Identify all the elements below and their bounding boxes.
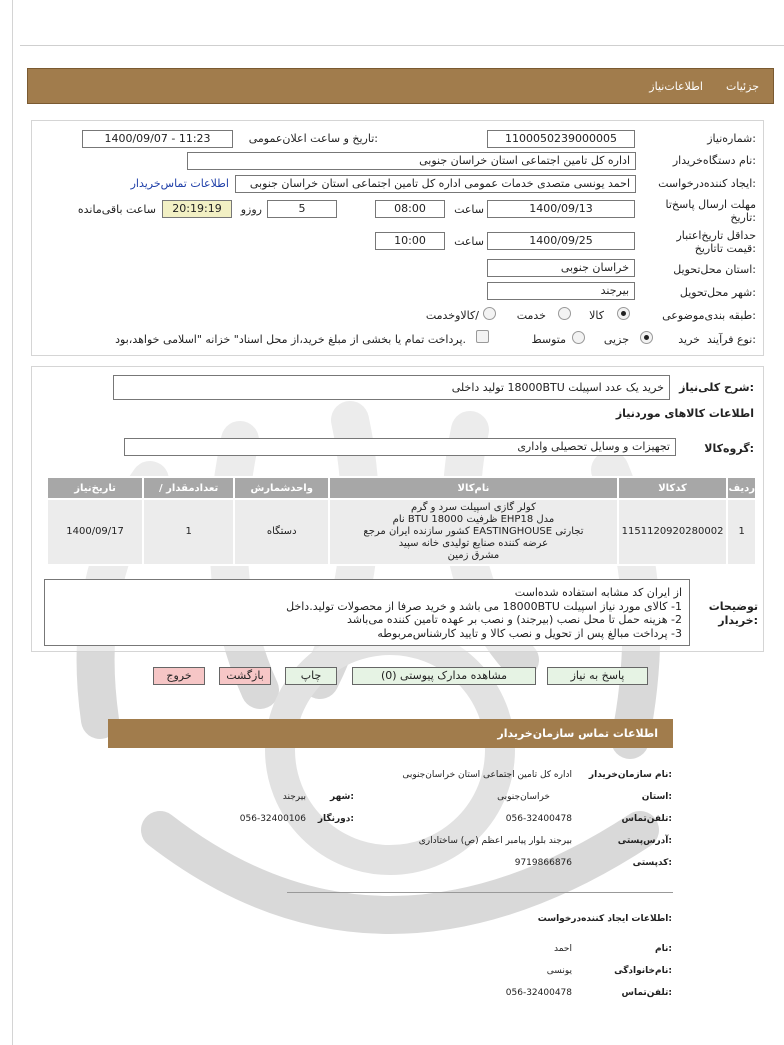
col-name: نام‌کالا <box>329 477 617 499</box>
goods-group-field: تجهیزات و وسایل تحصیلی واداری <box>124 438 676 456</box>
buyer-field: اداره کل تامین اجتماعی استان خراسان جنوبی <box>187 152 636 170</box>
creator-first-value: احمد <box>554 944 572 954</box>
cell-code: 1151120920280002 <box>618 499 728 565</box>
back-button[interactable]: بازگشت <box>219 667 271 685</box>
org-city-label: شهر: <box>330 792 354 802</box>
creator-phone-label: تلفن‌تماس: <box>621 988 672 998</box>
cell-date: 1400/09/17 <box>47 499 143 565</box>
section-divider <box>287 892 673 893</box>
treasury-payment-checkbox[interactable] <box>476 330 489 343</box>
cell-unit: دستگاه <box>234 499 329 565</box>
need-number-label: شماره‌نیاز: <box>707 132 756 145</box>
process-option-purchase: خرید <box>678 333 700 346</box>
creator-last-label: نام‌خانوادگی: <box>614 966 672 976</box>
view-documents-button[interactable]: مشاهده مدارک پیوستی (0) <box>352 667 536 685</box>
buyer-contact-link[interactable]: اطلاعات تماس‌خریدار <box>130 177 229 190</box>
table-header-row <box>47 477 756 499</box>
org-phone-value: 056-32400478 <box>505 814 572 824</box>
reply-deadline-label: مهلت ارسال پاسخ‌تا تاریخ: <box>665 198 756 224</box>
announce-field: 1400/09/07 - 11:23 <box>82 130 233 148</box>
cell-name-line: کولر گازی اسپیلت سرد و گرم <box>411 502 536 513</box>
org-postal-label: کد‌پستی: <box>632 858 672 868</box>
org-name-label: نام سازمان‌خریدار: <box>588 770 672 780</box>
category-option-goods: کالا <box>589 309 604 322</box>
notes-label: توضیحات خریدار: <box>708 600 758 627</box>
cell-name-line: عرضه کننده صنایع تولیدی خانه سپید <box>398 538 549 549</box>
notes-box <box>44 579 690 646</box>
cell-row: 1 <box>727 499 756 565</box>
print-button[interactable]: چاپ <box>285 667 337 685</box>
process-label: نوع فرآیند: <box>706 333 756 346</box>
process-option-medium: متوسط <box>531 333 566 346</box>
reply-hour-label: ساعت <box>454 203 484 216</box>
org-postal-value: 9719866876 <box>514 858 572 868</box>
creator-last-value: یونسی <box>546 966 572 976</box>
category-option-both: کالاوخدمت/ <box>425 309 479 322</box>
remaining-time-field: 20:19:19 <box>162 200 232 218</box>
org-name-value: اداره کل تامین اجتماعی استان خراسان‌جنوبی <box>402 770 572 780</box>
city-label: شهر محل‌تحویل: <box>679 286 756 299</box>
city-field: بیرجند <box>487 282 635 300</box>
cell-qty: 1 <box>143 499 234 565</box>
table-row <box>47 499 756 565</box>
org-contact-header <box>108 719 673 748</box>
category-option-service: خدمت <box>516 309 546 322</box>
org-province-label: استان: <box>641 792 672 802</box>
validity-label: حداقل تاریخ‌اعتبار قیمت تا‌تاریخ: <box>676 229 756 255</box>
creator-phone-value: 056-32400478 <box>505 988 572 998</box>
summary-field: خرید یک عدد اسپیلت 18000BTU تولید داخلی <box>113 375 670 400</box>
col-date: تاریخ‌نیاز <box>47 477 143 499</box>
tab-need-info[interactable]: اطلاعات‌نیاز <box>649 80 703 93</box>
need-number-field: 1100050239000005 <box>487 130 635 148</box>
buyer-label: نام دستگاه‌خریدار: <box>672 154 756 167</box>
day-label: روز‌و <box>240 203 262 216</box>
org-fax-label: دورنگار: <box>317 814 354 824</box>
cell-name-line: مشرق زمین <box>447 550 500 561</box>
org-city-value: بیرجند <box>282 792 306 802</box>
page-top-divider <box>20 45 784 46</box>
process-radio-minor[interactable] <box>640 331 653 344</box>
col-code: کدکالا <box>618 477 728 499</box>
remaining-label: ساعت باقی‌مانده <box>77 203 156 216</box>
col-row: ردیف <box>727 477 756 499</box>
exit-button[interactable]: خروج <box>153 667 205 685</box>
col-unit: واحدشمارش <box>234 477 329 499</box>
announce-label: تاریخ و ساعت اعلان‌عمومی: <box>248 132 378 145</box>
note-line: 2- هزینه حمل تا محل نصب (بیرجند) و نصب بر عهده تامین کننده می‌باشد <box>346 613 682 626</box>
summary-label: شرح کلی‌نیاز: <box>679 381 754 394</box>
org-phone-label: تلفن‌تماس: <box>621 814 672 824</box>
note-line: از ایران کد مشابه استفاده شده‌است <box>514 586 682 599</box>
org-contact-title: اطلاعات تماس سازمان‌خریدار <box>497 727 658 740</box>
category-radio-service[interactable] <box>558 307 571 320</box>
province-label: استان محل‌تحویل: <box>673 263 756 276</box>
cell-name-line: مدل EHP18 ظرفیت 18000 BTU نام <box>392 514 555 525</box>
org-address-label: آدرس‌پستی: <box>617 836 672 846</box>
tab-details[interactable]: جزئیات <box>726 80 759 93</box>
goods-info-title: اطلاعات کالاهای موردنیاز <box>615 407 754 420</box>
reply-button[interactable]: پاسخ به نیاز <box>547 667 648 685</box>
org-address-value: بیرجند بلوار پیامبر اعظم (ص) ساختاداری <box>418 836 572 846</box>
category-radio-both[interactable] <box>483 307 496 320</box>
category-label: طبقه بندی‌موضوعی: <box>662 309 756 322</box>
creator-first-label: نام: <box>655 944 672 954</box>
note-line: 1- کالای مورد نیاز اسپیلت 18000BTU می باشد و خرید صرفا از محصولات تولید.داخل <box>286 599 682 613</box>
creator-info-title: اطلاعات ایجاد کننده‌درخواست: <box>537 914 672 924</box>
cell-name <box>329 499 617 565</box>
goods-group-label: گروه‌کالا: <box>704 442 754 455</box>
days-field: 5 <box>267 200 337 218</box>
org-province-value: خراسان‌جنوبی <box>497 792 550 802</box>
note-line: 3- پرداخت مبالغ پس از تحویل و نصب کالا و تایید کارشناس‌مربوطه <box>377 626 682 640</box>
creator-label: ایجاد کننده‌درخواست: <box>658 177 756 190</box>
category-radio-goods[interactable] <box>617 307 630 320</box>
cell-name-line: تجارتی EASTINGHOUSE کشور سازنده ایران مرجع <box>363 526 584 537</box>
process-option-minor: جزیی <box>603 333 629 346</box>
col-qty: تعداد‌مقدار / <box>143 477 234 499</box>
validity-date-field: 1400/09/25 <box>487 232 635 250</box>
reply-date-field: 1400/09/13 <box>487 200 635 218</box>
validity-hour-label: ساعت <box>454 235 484 248</box>
page-left-border <box>12 0 13 1045</box>
org-fax-value: 056-32400106 <box>239 814 306 824</box>
goods-table <box>46 476 757 566</box>
treasury-payment-note: پرداخت تمام یا بخشی از مبلغ خرید،از محل اسناد" خزانه "اسلامی خواهد،بود. <box>115 333 466 346</box>
tab-bar <box>27 68 774 104</box>
reply-time-field: 08:00 <box>375 200 445 218</box>
process-radio-medium[interactable] <box>572 331 585 344</box>
province-field: خراسان جنوبی <box>487 259 635 277</box>
validity-time-field: 10:00 <box>375 232 445 250</box>
creator-field: احمد یونسی متصدی خدمات عمومی اداره کل تامین اجتماعی استان خراسان جنوبی <box>235 175 636 193</box>
